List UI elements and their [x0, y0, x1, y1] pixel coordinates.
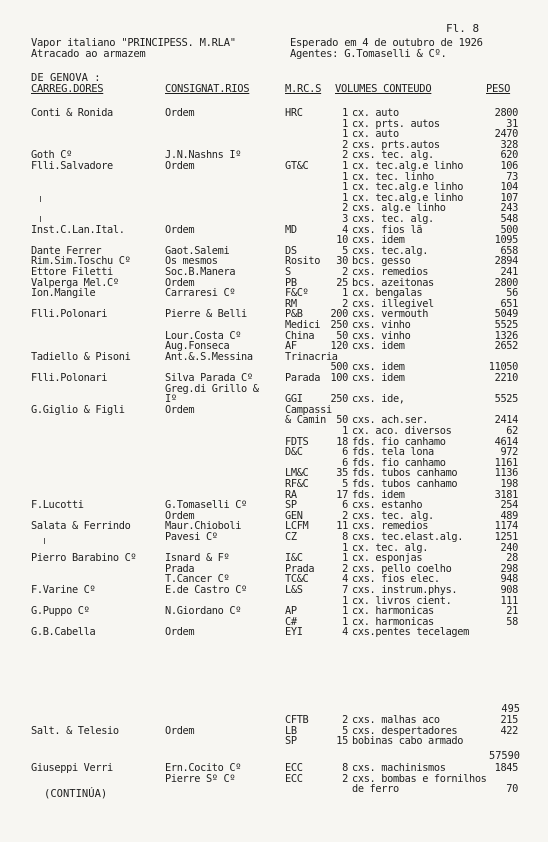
quantity-cell: 250	[330, 319, 348, 331]
mark-cell: DS	[285, 244, 297, 257]
margin-mark	[40, 196, 41, 202]
mark-cell: RA	[285, 488, 297, 501]
description-cell: bobinas cabo armado	[352, 735, 464, 748]
weight-cell: 5525	[494, 393, 518, 406]
consignor-cell: G.Giglio & Figli	[31, 403, 125, 416]
quantity-cell: 6	[342, 499, 348, 512]
consignor-cell: Inst.C.Lan.Ital.	[31, 223, 125, 236]
description-cell: cx. harmonicas	[352, 605, 434, 618]
consignor-cell: Salata & Ferrindo	[31, 520, 131, 533]
mark-cell: D&C	[285, 446, 303, 459]
table-row	[0, 774, 548, 785]
consignor-cell: Flli.Polonari	[31, 308, 108, 321]
mark-cell: RM	[285, 297, 297, 310]
weight-cell: 422	[500, 724, 518, 737]
table-row	[0, 203, 548, 214]
description-cell: cxs.pentes tecelagem	[352, 626, 469, 639]
quantity-cell: 120	[330, 340, 348, 353]
moored-location: Atracado ao armazem	[31, 48, 146, 60]
mark-cell: CFTB	[285, 714, 309, 726]
consignor-cell: Ettore Filetti	[31, 266, 113, 278]
description-cell: cx. auto	[352, 107, 399, 119]
quantity-cell: 1	[342, 160, 348, 172]
description-cell: fds. tubos canhamo	[352, 478, 458, 490]
weight-cell: 106	[500, 160, 518, 172]
quantity-cell: 250	[330, 393, 348, 406]
mark-cell: Medici	[285, 319, 321, 331]
consignee-cell: Ordem	[165, 724, 195, 737]
description-cell: cxs. tec.alg.	[352, 244, 429, 257]
table-row	[0, 288, 548, 299]
consignee-cell: Ern.Cocito Cº	[165, 762, 242, 774]
quantity-cell: 15	[336, 735, 348, 748]
consignor-cell: Salt. & Telesio	[31, 724, 119, 737]
mark-cell: P&B	[285, 308, 303, 321]
quantity-cell: 11	[336, 520, 348, 533]
quantity-cell: 2	[342, 772, 348, 785]
consignor-cell: Tadiello & Pisoni	[31, 350, 131, 363]
mark-cell: C#	[285, 615, 297, 628]
table-row	[0, 426, 548, 437]
mark-cell: F&Cº	[285, 287, 309, 300]
quantity-cell: 5	[342, 724, 348, 737]
mark-cell: Campassi	[285, 403, 332, 416]
mark-cell: GEN	[285, 509, 303, 522]
quantity-cell: 6	[342, 456, 348, 469]
table-row	[0, 606, 548, 617]
quantity-cell: 18	[336, 435, 348, 448]
weight-cell: 1174	[494, 520, 518, 533]
quantity-cell: 1	[342, 170, 348, 183]
weight-cell: 2800	[494, 276, 518, 289]
weight-cell: 31	[506, 117, 518, 130]
description-cell: cxs. idem	[352, 340, 405, 353]
weight-cell: 241	[500, 266, 518, 278]
quantity-cell: 4	[342, 626, 348, 639]
description-cell: cxs. vinho	[352, 329, 411, 342]
consignor-cell: Conti & Ronida	[31, 107, 113, 119]
quantity-cell: 8	[342, 531, 348, 543]
description-cell: de ferro	[352, 783, 399, 796]
dispatch-date: Esperado em 4 de outubro de 1926	[290, 37, 483, 49]
weight-cell: 5525	[494, 319, 518, 331]
weight-cell: 58	[506, 615, 518, 628]
description-cell: cx. bengalas	[352, 287, 423, 300]
description-cell: cx. esponjas	[352, 552, 423, 565]
consignee-cell: Ant.&.S.Messina	[165, 350, 253, 363]
weight-cell: 1251	[494, 531, 518, 543]
quantity-cell: 1	[342, 181, 348, 194]
weight-cell: 972	[500, 446, 518, 459]
quantity-cell: 1	[342, 117, 348, 130]
quantity-cell: 3	[342, 213, 348, 225]
description-cell: cxs. remedios	[352, 520, 429, 533]
mark-cell: GT&C	[285, 160, 309, 172]
consignee-cell: Pavesi Cº	[165, 531, 218, 543]
quantity-cell: 1	[342, 605, 348, 618]
table-row	[0, 108, 548, 119]
description-cell: fds. idem	[352, 488, 405, 501]
description-cell: cxs. estanho	[352, 499, 423, 512]
weight-cell: 2894	[494, 255, 518, 268]
mark-cell: Prada	[285, 562, 315, 575]
table-row	[0, 585, 548, 596]
table-row	[0, 564, 548, 575]
consignee-cell: Ordem	[165, 626, 195, 639]
column-marks: M.RC.S	[285, 83, 322, 95]
mark-cell: PB	[285, 276, 297, 289]
description-cell: cxs. bombas e fornilhos	[352, 772, 487, 785]
description-cell: cx. prts. autos	[352, 117, 440, 130]
consignee-cell: T.Cancer Cº	[165, 573, 230, 586]
description-cell: cxs. remedios	[352, 266, 429, 278]
description-cell: cxs. despertadores	[352, 724, 458, 737]
weight-cell: 28	[506, 552, 518, 565]
mark-cell: RF&C	[285, 478, 309, 490]
weight-cell: 243	[500, 202, 518, 215]
quantity-cell: 5	[342, 244, 348, 257]
table-row	[0, 182, 548, 193]
consignee-cell: Maur.Chioboli	[165, 520, 242, 533]
description-cell: cxs. machinismos	[352, 762, 446, 774]
weight-cell: 21	[506, 605, 518, 618]
description-cell: cxs. vinho	[352, 319, 411, 331]
table-row	[0, 373, 548, 384]
consignee-cell: G.Tomaselli Cº	[165, 499, 247, 512]
weight-cell: 198	[500, 478, 518, 490]
table-row	[0, 320, 548, 331]
description-cell: cxs. instrum.phys.	[352, 584, 458, 596]
table-row	[0, 479, 548, 490]
description-cell: cxs. alg.e linho	[352, 202, 446, 215]
description-cell: cx. auto	[352, 128, 399, 141]
weight-cell: 111	[500, 594, 518, 607]
consignor-cell: Flli.Polonari	[31, 372, 108, 384]
weight-cell: 2470	[494, 128, 518, 141]
quantity-cell: 5	[342, 478, 348, 490]
continued-note: (CONTINÚA)	[44, 788, 108, 800]
consignor-cell: F.Lucotti	[31, 499, 84, 512]
table-row	[0, 532, 548, 543]
quantity-cell: 1	[342, 615, 348, 628]
consignee-cell: N.Giordano Cº	[165, 605, 242, 618]
description-cell: bcs. gesso	[352, 255, 411, 268]
weight-cell: 2652	[494, 340, 518, 353]
table-row	[0, 225, 548, 236]
weight-cell: 62	[506, 425, 518, 437]
weight-cell: 500	[500, 223, 518, 236]
consignor-cell: G.Puppo Cº	[31, 605, 90, 618]
consignee-cell: Ordem	[165, 509, 195, 522]
table-row	[0, 437, 548, 448]
consignor-cell: Rim.Sim.Toschu Cº	[31, 255, 131, 268]
mark-cell: EYI	[285, 626, 303, 639]
description-cell: bcs. azeitonas	[352, 276, 434, 289]
description-cell: cxs. idem	[352, 361, 405, 374]
vessel-name: Vapor italiano "PRINCIPESS. M.RLA"	[31, 37, 236, 49]
description-cell: cx. harmonicas	[352, 615, 434, 628]
quantity-cell: 1	[342, 107, 348, 119]
table-row	[0, 161, 548, 172]
table-row	[0, 736, 548, 747]
mark-cell: LCFM	[285, 520, 309, 533]
consignor-cell: G.B.Cabella	[31, 626, 96, 639]
weight-cell: 1326	[494, 329, 518, 342]
weight-cell: 658	[500, 244, 518, 257]
weight-cell: 107	[500, 191, 518, 204]
description-cell: cxs. ach.ser.	[352, 414, 429, 427]
weight-cell: 4614	[494, 435, 518, 448]
quantity-cell: 1	[342, 541, 348, 554]
quantity-cell: 30	[336, 255, 348, 268]
description-cell: fds. fio canhamo	[352, 435, 446, 448]
weight-cell: 56	[506, 287, 518, 300]
table-row	[0, 193, 548, 204]
consignor-cell: Flli.Salvadore	[31, 160, 113, 172]
description-cell: cxs. idem	[352, 234, 405, 247]
weight-cell: 2800	[494, 107, 518, 119]
mark-cell: CZ	[285, 531, 297, 543]
description-cell: cxs. illegivel	[352, 297, 434, 310]
description-cell: cx. livros cient.	[352, 594, 452, 607]
consignee-cell: Isnard & Fº	[165, 552, 230, 565]
consignee-cell: Pierre & Belli	[165, 308, 247, 321]
weight-cell: 620	[500, 149, 518, 162]
table-row	[0, 553, 548, 564]
column-volumes: VOLUMES CONTEUDO	[335, 83, 432, 95]
consignee-cell: Aug.Fonseca	[165, 340, 230, 353]
mark-cell: LM&C	[285, 467, 309, 480]
mark-cell: SP	[285, 735, 297, 748]
quantity-cell: 6	[342, 446, 348, 459]
description-cell: fds. fio canhamo	[352, 456, 446, 469]
column-consignor: CARREG.DORES	[31, 83, 104, 95]
description-cell: cx. tec. alg.	[352, 541, 429, 554]
consignee-cell: Os mesmos	[165, 255, 218, 268]
mark-cell: ECC	[285, 762, 303, 774]
consignee-cell: J.N.Nashns Iº	[165, 149, 242, 162]
weight-cell: 104	[500, 181, 518, 194]
consignee-cell: E.de Castro Cº	[165, 584, 247, 596]
table-row	[0, 521, 548, 532]
section-origin: DE GENOVA :	[31, 72, 101, 84]
weight-cell: 1161	[494, 456, 518, 469]
weight-cell: 908	[500, 584, 518, 596]
mark-cell: HRC	[285, 107, 303, 119]
table-row	[0, 129, 548, 140]
description-cell: cxs. fios lã	[352, 223, 423, 236]
consignee-cell: Carraresi Cº	[165, 287, 236, 300]
quantity-cell: 2	[342, 149, 348, 162]
quantity-cell: 1	[342, 128, 348, 141]
weight-cell: 1095	[494, 234, 518, 247]
consignee-cell: Silva Parada Cº	[165, 372, 253, 384]
quantity-cell: 2	[342, 138, 348, 151]
consignor-cell: Dante Ferrer	[31, 244, 102, 257]
weight-cell: 328	[500, 138, 518, 151]
quantity-cell: 200	[330, 308, 348, 321]
consignee-cell: Ordem	[165, 107, 195, 119]
page-number: Fl. 8	[446, 22, 480, 35]
mark-cell: Rosito	[285, 255, 321, 268]
weight-cell: 70	[506, 783, 518, 796]
mark-cell: & Camin	[285, 414, 326, 427]
table-row	[0, 119, 548, 130]
table-row	[0, 726, 548, 737]
weight-cell: 254	[500, 499, 518, 512]
description-cell: cxs. idem	[352, 372, 405, 384]
weight-cell: 651	[500, 297, 518, 310]
mark-cell: MD	[285, 223, 297, 236]
margin-mark	[40, 216, 41, 222]
weight-cell: 489	[500, 509, 518, 522]
mark-cell: AF	[285, 340, 297, 353]
consignee-cell: Lour.Costa Cº	[165, 329, 242, 342]
table-row	[0, 172, 548, 183]
quantity-cell: 1	[342, 191, 348, 204]
mark-cell: LB	[285, 724, 297, 737]
consignee-cell: Gaot.Salemi	[165, 244, 230, 257]
weight-cell: 1845	[494, 762, 518, 774]
mark-cell: Parada	[285, 372, 321, 384]
quantity-cell: 4	[342, 573, 348, 586]
consignee-cell: Greg.di Grillo &	[165, 382, 259, 395]
mark-cell: S	[285, 266, 291, 278]
mark-cell: I&C	[285, 552, 303, 565]
table-row	[0, 468, 548, 479]
weight-cell: 1136	[494, 467, 518, 480]
table-row	[0, 447, 548, 458]
consignee-cell: Ordem	[165, 276, 195, 289]
weight-cell: 3181	[494, 488, 518, 501]
description-cell: cx. tec.alg.e linho	[352, 181, 464, 194]
weight-cell: 240	[500, 541, 518, 554]
column-weight: PESO	[486, 83, 511, 95]
table-row	[0, 627, 548, 638]
mark-cell: China	[285, 329, 315, 342]
quantity-cell: 1	[342, 287, 348, 300]
quantity-cell: 8	[342, 762, 348, 774]
consignor-cell: Goth Cº	[31, 149, 72, 162]
consignee-cell: Pierre Sº Cº	[165, 772, 236, 785]
quantity-cell: 35	[336, 467, 348, 480]
description-cell: cxs. tec. alg.	[352, 509, 434, 522]
quantity-cell: 2	[342, 714, 348, 726]
weight-cell: 11050	[488, 361, 518, 374]
mark-cell: GGI	[285, 393, 303, 406]
table-row	[0, 140, 548, 151]
agents: Agentes: G.Tomaselli & Cº.	[290, 48, 447, 60]
consignor-cell: Pierro Barabino Cº	[31, 552, 137, 565]
consignor-cell: Valperga Mel.Cº	[31, 276, 119, 289]
consignor-cell: F.Varine Cº	[31, 584, 96, 596]
description-cell: cxs. vermouth	[352, 308, 429, 321]
quantity-cell: 4	[342, 223, 348, 236]
description-cell: cx. tec. linho	[352, 170, 434, 183]
table-row	[0, 500, 548, 511]
quantity-cell: 1	[342, 425, 348, 437]
description-cell: fds. tubos canhamo	[352, 467, 458, 480]
weight-cell: 948	[500, 573, 518, 586]
consignee-cell: Prada	[165, 562, 195, 575]
quantity-cell: 2	[342, 266, 348, 278]
quantity-cell: 1	[342, 552, 348, 565]
weight-cell: 73	[506, 170, 518, 183]
weight-cell: 2414	[494, 414, 518, 427]
description-cell: cxs. tec. alg.	[352, 149, 434, 162]
mark-cell: FDTS	[285, 435, 309, 448]
consignee-cell: Iº	[165, 393, 177, 406]
mark-cell: SP	[285, 499, 297, 512]
mark-cell: AP	[285, 605, 297, 618]
subtotal: 495	[501, 703, 520, 715]
consignee-cell: Ordem	[165, 160, 195, 172]
description-cell: fds. tela lona	[352, 446, 434, 459]
quantity-cell: 100	[330, 372, 348, 384]
quantity-cell: 2	[342, 297, 348, 310]
quantity-cell: 500	[330, 361, 348, 374]
table-row	[0, 405, 548, 416]
quantity-cell: 17	[336, 488, 348, 501]
table-row	[0, 458, 548, 469]
description-cell: cxs. pello coelho	[352, 562, 452, 575]
description-cell: cxs. malhas aco	[352, 714, 440, 726]
description-cell: cx. aco. diversos	[352, 425, 452, 437]
consignee-cell: Soc.B.Manera	[165, 266, 236, 278]
weight-cell: 298	[500, 562, 518, 575]
table-row	[0, 384, 548, 395]
weight-cell: 548	[500, 213, 518, 225]
consignee-cell: Ordem	[165, 223, 195, 236]
quantity-cell: 10	[336, 234, 348, 247]
weight-cell: 215	[500, 714, 518, 726]
quantity-cell: 50	[336, 329, 348, 342]
description-cell: cx. tec.alg.e linho	[352, 191, 464, 204]
mark-cell: TC&C	[285, 573, 309, 586]
description-cell: cxs. ide,	[352, 393, 405, 406]
description-cell: cxs. fios elec.	[352, 573, 440, 586]
column-consignee: CONSIGNAT.RIOS	[165, 83, 250, 95]
mark-cell: Trinacria	[285, 350, 338, 363]
quantity-cell: 7	[342, 584, 348, 596]
quantity-cell: 2	[342, 202, 348, 215]
description-cell: cxs. prts.autos	[352, 138, 440, 151]
consignee-cell: Ordem	[165, 403, 195, 416]
table-row	[0, 415, 548, 426]
mark-cell: L&S	[285, 584, 303, 596]
weight-cell: 5049	[494, 308, 518, 321]
quantity-cell: 25	[336, 276, 348, 289]
description-cell: cxs. tec. alg.	[352, 213, 434, 225]
weight-cell: 2210	[494, 372, 518, 384]
quantity-cell: 2	[342, 509, 348, 522]
consignor-cell: Giuseppi Verri	[31, 762, 113, 774]
quantity-cell: 1	[342, 594, 348, 607]
quantity-cell: 50	[336, 414, 348, 427]
table-row	[0, 331, 548, 342]
consignor-cell: Ion.Mangile	[31, 287, 96, 300]
table-row	[0, 352, 548, 363]
margin-mark	[44, 538, 45, 544]
description-cell: cx. tec.alg.e linho	[352, 160, 464, 172]
mark-cell: ECC	[285, 772, 303, 785]
subtotal-2: 57590	[489, 750, 520, 762]
description-cell: cxs. tec.elast.alg.	[352, 531, 464, 543]
quantity-cell: 2	[342, 562, 348, 575]
table-row	[0, 309, 548, 320]
